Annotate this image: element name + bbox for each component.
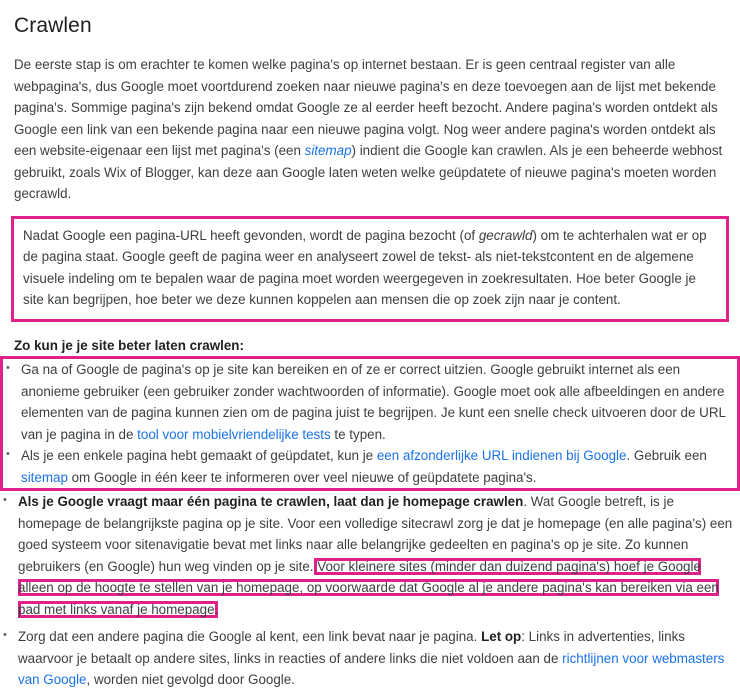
bullet4-note-bold: Let op bbox=[481, 629, 522, 644]
bullet2-part3: om Google in één keer te informeren over veel nieuwe of geüpdatete pagina's. bbox=[67, 469, 537, 485]
bullet3-part1: . Wat Google betreft, is je homepage de belangrijkste pagina op je site. Voor een volledige sitecrawl zorg je dat je homepage (en alle pagina's) een goed systeem voor sitenavigatie bevat met links naar alle belangrijke gedeelten en pagina's op je site. Zo kunnen gebruikers (en Google) hun weg vinden op je site. bbox=[18, 494, 733, 574]
bullet3-bold-lead: Als je Google vraagt maar één pagina te crawlen, laat dan je homepage crawlen bbox=[18, 494, 524, 509]
intro-text-part2: ) indient die Google kan crawlen. Als je een beheerde webhost gebruikt, zoals Wix of Blogger, kan deze aan Google laten weten welke geüpdatete of nieuwe pagina's moeten worden gecrawld. bbox=[14, 143, 723, 201]
highlighted-text-small-sites: Voor kleinere sites (minder dan duizend pagina's) hoef je Google alleen op de hoogte te stellen van je homepage, op voorwaarde dat Google al je andere pagina's kan bereiken via een pad met links vanaf je homepage. bbox=[18, 558, 719, 617]
list-item bbox=[3, 359, 737, 445]
intro-paragraph bbox=[0, 38, 740, 205]
sub-heading: Zo kun je je site beter laten crawlen: bbox=[14, 337, 244, 353]
highlight-box-1-paragraph bbox=[23, 225, 717, 311]
bullet2-part2: . Gebruik een bbox=[626, 448, 707, 463]
highlight-1-part1: Nadat Google een pagina-URL heeft gevonden, wordt de pagina bezocht (of bbox=[23, 227, 479, 243]
mobile-friendly-test-link[interactable]: tool voor mobielvriendelijke tests bbox=[137, 426, 331, 442]
list-item bbox=[0, 491, 740, 620]
page-title: Crawlen bbox=[14, 14, 92, 37]
bullet1-part1: Ga na of Google de pagina's op je site kan bereiken en of ze er correct uitzien. Google gebruikt internet als een anonieme gebruiker (een gebruiker zonder wachtwoorden of informatie). Google moet ook alle afbeeldingen en andere elementen van de pagina kunnen zien om de pagina juist te begrijpen. Je kunt een snelle check uitvoeren door de URL van je pagina in de bbox=[21, 362, 726, 442]
submit-url-link[interactable]: een afzonderlijke URL indienen bij Google bbox=[376, 448, 627, 463]
sitemap-link[interactable]: sitemap bbox=[304, 143, 352, 158]
bullet4-part2: : Links in advertenties, links waarvoor je betaalt op andere sites, links in reacties of andere links die niet voldoen aan de bbox=[18, 629, 685, 666]
webmaster-guidelines-link[interactable]: richtlijnen voor webmasters van Google bbox=[18, 650, 725, 687]
bullet4-part3: , worden niet gevolgd door Google. bbox=[86, 672, 295, 687]
list-item bbox=[0, 626, 740, 691]
list-item bbox=[3, 445, 737, 488]
bullet1-part2: te typen. bbox=[330, 426, 386, 442]
highlight-box-crawl-tips bbox=[0, 356, 740, 491]
highlight-1-part2: ) om te achterhalen wat er op de pagina staat. Google geeft de pagina weer en analyseert zowel de tekst- als niet-tekstcontent en de algemene visuele indeling om te bepalen waar de pagina moet worden weergegeven in zoekresultaten. Hoe beter Google je site kan begrijpen, hoe beter we deze kunnen koppelen aan mensen die op zoek zijn naar je content. bbox=[23, 227, 707, 307]
highlight-box-crawling-explanation bbox=[11, 216, 729, 322]
intro-text-part1: De eerste stap is om erachter te komen welke pagina's op internet bestaan. Er is geen centraal register van alle webpagina's, dus Google moet voortdurend zoeken naar nieuwe pagina's en deze toevoegen aan de lijst met bekende pagina's. Sommige pagina's zijn bekend omdat Google ze al eerder heeft bezocht. Andere pagina's worden ontdekt als Google een link van een bekende pagina naar een nieuwe pagina volgt. Nog weer andere pagina's worden ontdekt als een website-eigenaar een lijst met pagina's (een bbox=[14, 57, 718, 158]
gecrawld-emphasis: gecrawld bbox=[478, 227, 533, 243]
sitemap-link-2[interactable]: sitemap bbox=[21, 469, 68, 485]
bullet2-part1: Als je een enkele pagina hebt gemaakt of geüpdatet, kun je bbox=[21, 448, 377, 463]
crawl-tips-continued bbox=[0, 491, 740, 691]
bullet4-part1: Zorg dat een andere pagina die Google al kent, een link bevat naar je pagina. bbox=[18, 629, 482, 644]
